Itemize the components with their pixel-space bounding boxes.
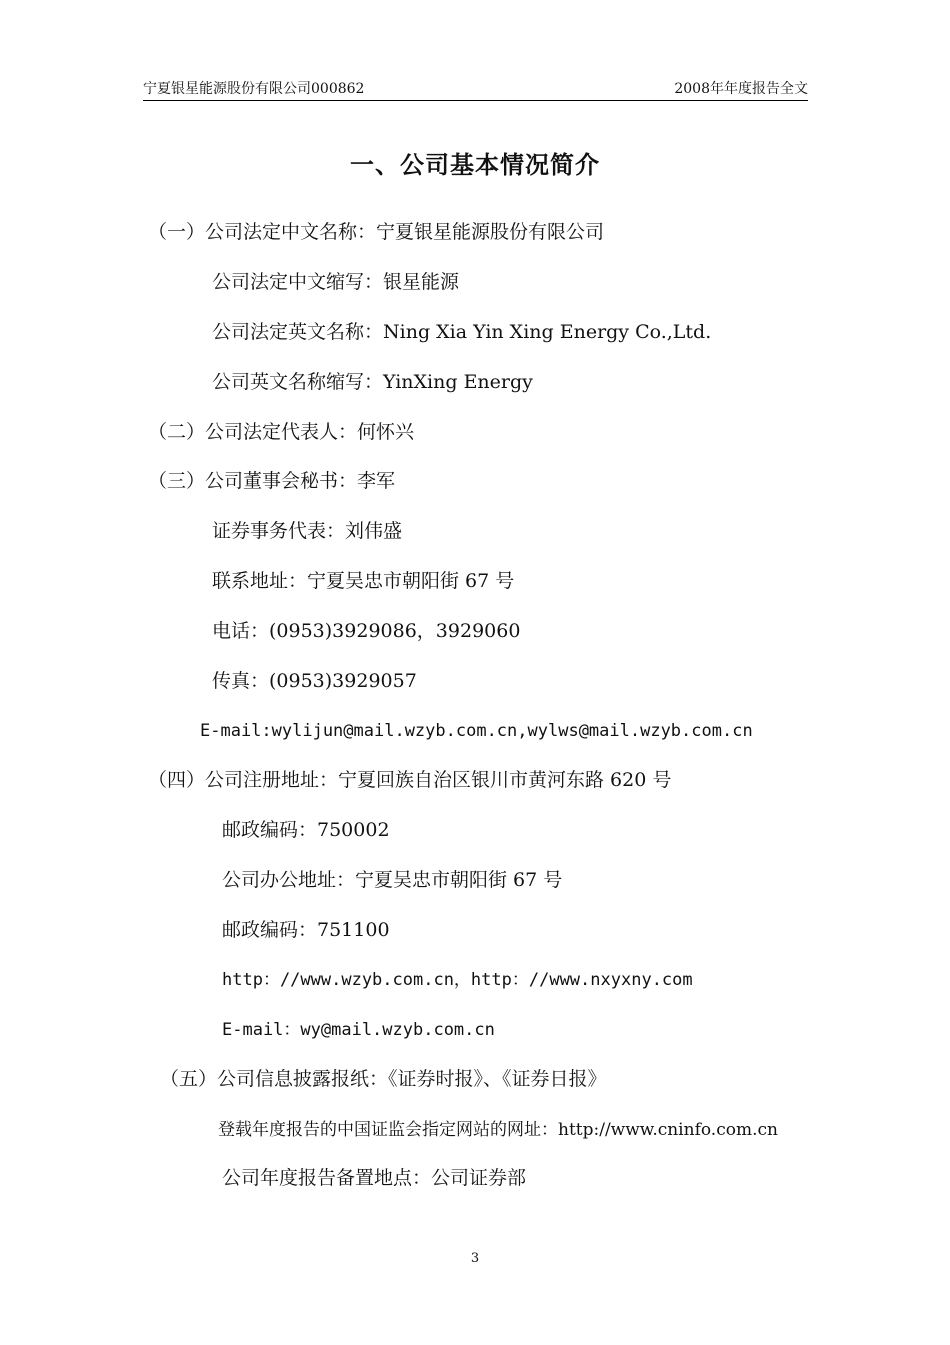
postal-code-office: 邮政编码：751100 — [222, 919, 390, 941]
company-name-cn — [148, 220, 604, 244]
phone: 电话：(0953)3929086，3929060 — [212, 620, 521, 642]
section-title: 一、公司基本情况简介 — [350, 150, 600, 179]
company-name-cn-text: 公司法定中文名称：宁夏银星能源股份有限公司 — [205, 221, 605, 243]
securities-representative: 证券事务代表：刘伟盛 — [212, 520, 403, 542]
header-company: 宁夏银星能源股份有限公司000862 — [143, 81, 365, 97]
legal-representative: （二）公司法定代表人：何怀兴 — [148, 421, 415, 443]
page-number: 3 — [470, 1251, 480, 1266]
disclosure-newspapers: （五）公司信息披露报纸：《证券时报》、《证券日报》 — [160, 1068, 607, 1090]
email-contact: E-mail:wylijun@mail.wzyb.com.cn,wylws@mail.wzyb.com.cn — [200, 721, 753, 741]
board-secretary: （三）公司董事会秘书：李军 — [148, 470, 396, 492]
company-abbr-en: 公司英文名称缩写：YinXing Energy — [212, 371, 533, 393]
company-email: E-mail：wy@mail.wzyb.com.cn — [222, 1020, 495, 1040]
company-name-en: 公司法定英文名称：Ning Xia Yin Xing Energy Co.,Ltd. — [212, 321, 712, 343]
company-abbr-cn: 公司法定中文缩写：银星能源 — [212, 271, 460, 293]
registered-address: （四）公司注册地址：宁夏回族自治区银川市黄河东路 620 号 — [148, 769, 672, 791]
postal-code-registered: 邮政编码：750002 — [222, 819, 390, 841]
office-address: 公司办公地址：宁夏吴忠市朝阳街 67 号 — [222, 869, 563, 891]
page-header — [143, 76, 808, 101]
annual-report-location: 公司年度报告备置地点：公司证券部 — [222, 1167, 527, 1189]
annual-report-website: 登载年度报告的中国证监会指定网站的网址：http://www.cninfo.com.cn — [218, 1120, 778, 1140]
fax: 传真：(0953)3929057 — [212, 670, 417, 692]
section-label-1: （一） — [148, 221, 206, 243]
header-report-title: 2008年年度报告全文 — [674, 81, 808, 97]
contact-address: 联系地址：宁夏吴忠市朝阳街 67 号 — [212, 570, 515, 592]
company-websites: http：//www.wzyb.com.cn，http：//www.nxyxny.com — [222, 970, 693, 990]
